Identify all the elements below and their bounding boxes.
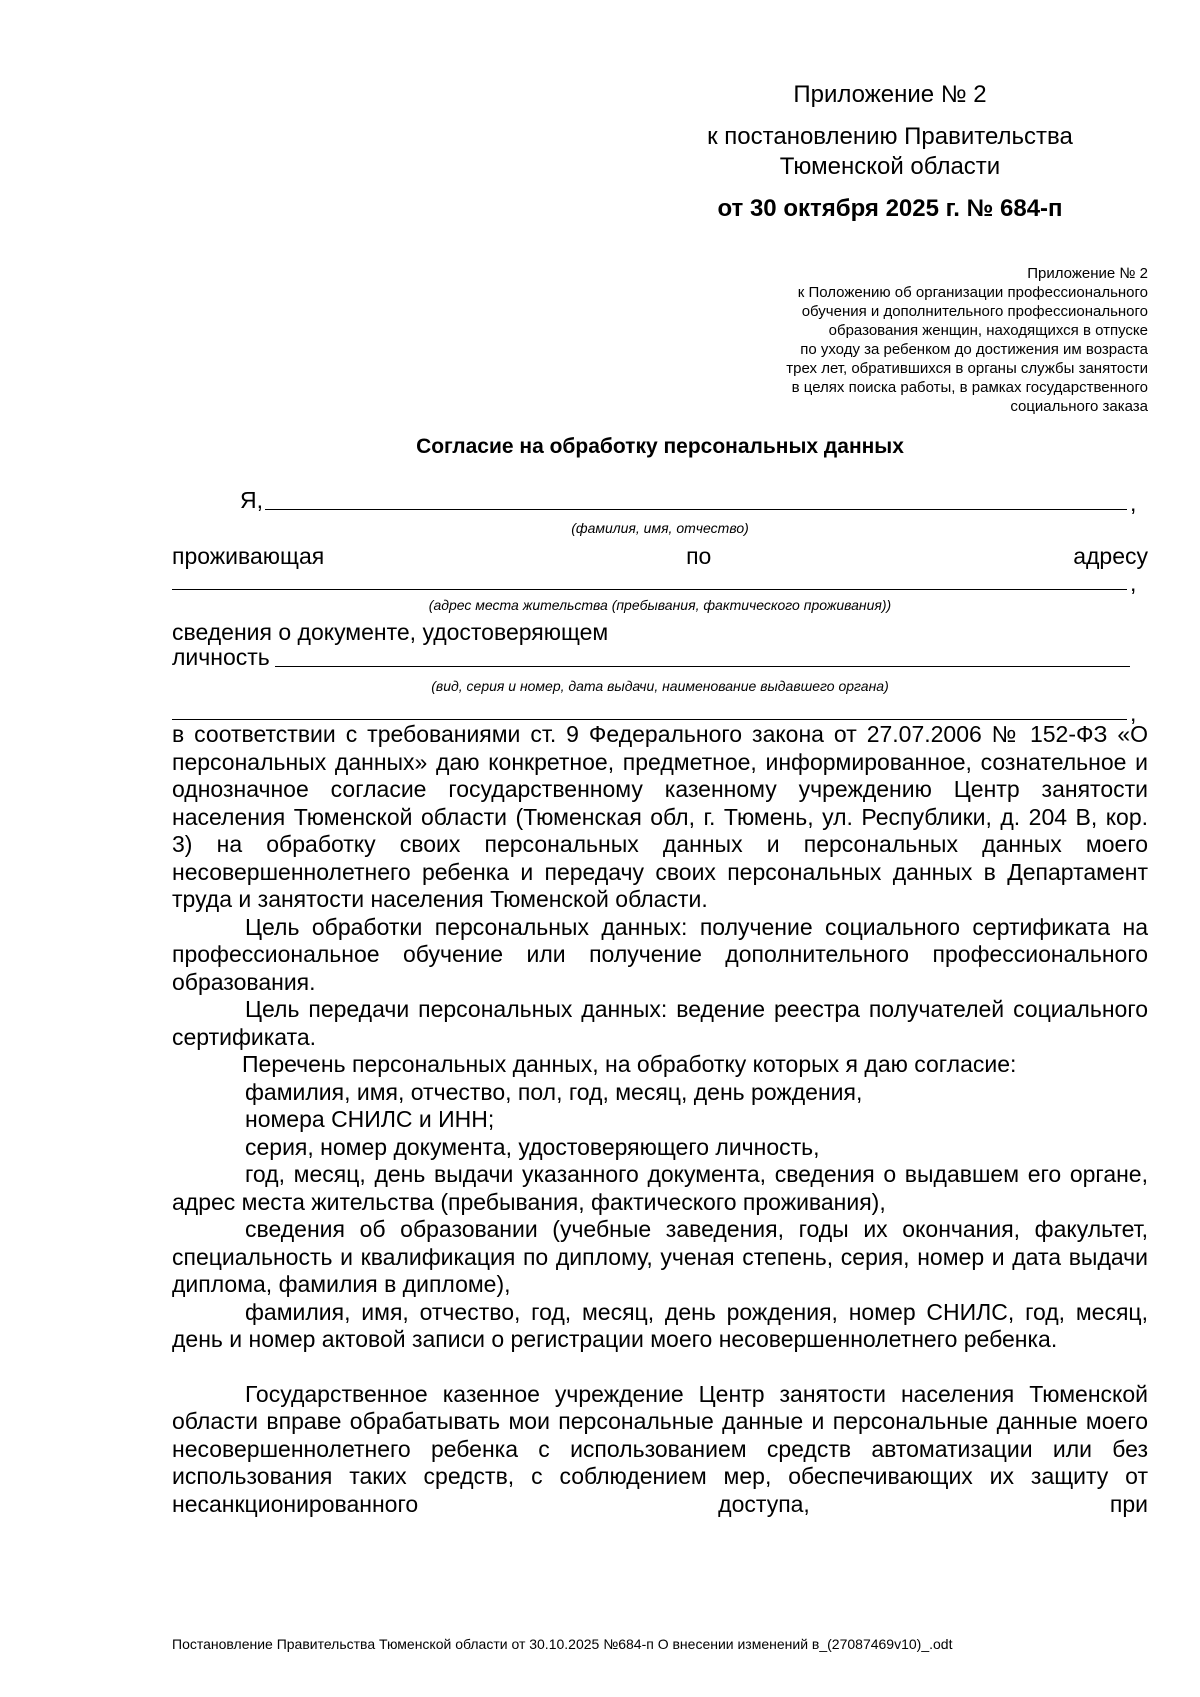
data-list-item: год, месяц, день выдачи указанного документа, сведения о выдавшем его органе, адрес места жительства (пребывания, фактического проживания), <box>172 1161 1148 1215</box>
id-document-field[interactable] <box>275 666 1130 667</box>
purpose-processing: Цель обработки персональных данных: получение социального сертификата на профессиональное обучение или получение дополнительного профессионального образования. <box>172 913 1148 995</box>
fio-comma: , <box>1130 490 1137 516</box>
id-document-comma: , <box>1130 700 1137 726</box>
appendix-label: Приложение № 2 <box>793 81 987 108</box>
resolution-date-number: от 30 октября 2025 г. № 684-п <box>717 195 1063 222</box>
data-list-item: фамилия, имя, отчество, год, месяц, день рождения, номер СНИЛС, год, месяц, день и номер актовой записи о регистрации моего несовершеннолетнего ребенка. <box>172 1298 1148 1352</box>
id-document-label <box>172 620 608 670</box>
address-caption: (адрес места жительства (пребывания, фактического проживания)) <box>428 597 892 613</box>
document-title: Согласие на обработку персональных данных <box>416 435 904 458</box>
sub-header-line: трех лет, обратившихся в органы службы занятости <box>786 360 1148 377</box>
data-list-item: серия, номер документа, удостоверяющего личность, <box>245 1133 820 1160</box>
sub-header-line: образования женщин, находящихся в отпуске <box>828 322 1148 339</box>
sub-header <box>700 264 1148 416</box>
sub-header-line: обучения и дополнительного профессионального <box>801 303 1148 320</box>
data-list-item: сведения об образовании (учебные заведения, годы их окончания, факультет, специальность и квалификация по диплому, ученая степень, серия, номер и дата выдачи диплома, фамилия в дипломе), <box>172 1216 1148 1297</box>
fio-field[interactable] <box>265 509 1127 510</box>
address-word: адресу <box>1073 543 1148 569</box>
purpose-transfer: Цель передачи персональных данных: ведение реестра получателей социального сертификата. <box>172 996 1148 1050</box>
living-word: проживающая <box>172 543 325 569</box>
sub-header-line: в целях поиска работы, в рамках государственного <box>791 379 1148 396</box>
resolution-ref-line2: Тюменской области <box>779 153 1001 180</box>
id-document-caption: (вид, серия и номер, дата выдачи, наименование выдавшего органа) <box>431 678 889 694</box>
id-document-field-continued[interactable] <box>172 719 1127 720</box>
address-field[interactable] <box>172 589 1127 590</box>
living-address-label <box>172 543 1148 570</box>
fio-caption: (фамилия, имя, отчество) <box>571 520 749 536</box>
data-list-item: фамилия, имя, отчество, пол, год, месяц, день рождения, <box>245 1078 863 1105</box>
spacer <box>172 1354 1148 1381</box>
data-list-item: номера СНИЛС и ИНН; <box>245 1106 495 1132</box>
sub-header-line: социального заказа <box>1010 398 1148 415</box>
address-comma: , <box>1130 570 1137 596</box>
po-word: по <box>686 543 712 569</box>
footer-filename: Постановление Правительства Тюменской области от 30.10.2025 №684-п О внесении изменений в_(27087469v10)_.odt <box>172 1636 953 1652</box>
consent-body <box>172 721 1148 1518</box>
sub-header-line: к Положению об организации профессионального <box>797 284 1148 301</box>
resolution-ref-line1: к постановлению Правительства <box>707 123 1073 150</box>
i-label: Я, <box>240 487 263 513</box>
id-document-label-line2: личность <box>172 644 270 670</box>
id-document-label-line1: сведения о документе, удостоверяющем <box>172 619 609 645</box>
consent-paragraph: в соответствии с требованиями ст. 9 Федерального закона от 27.07.2006 № 152-ФЗ «О персональных данных» даю конкретное, предметное, информированное, сознательное и однозначное согласие государственному казенному учреждению Центр занятости населения Тюменской области (Тюменская обл, г. Тюмень, ул. Республики, д. 204 В, кор. 3) на обработку своих персональных данных и персональных данных моего несовершеннолетнего ребенка и передачу своих персональных данных в Департамент труда и занятости населения Тюменской области. <box>172 721 1148 912</box>
sub-header-line: Приложение № 2 <box>1027 265 1148 282</box>
data-list-intro: Перечень персональных данных, на обработку которых я даю согласие: <box>242 1051 1017 1077</box>
sub-header-line: по уходу за ребенком до достижения им возраста <box>800 341 1148 358</box>
processing-rights-paragraph: Государственное казенное учреждение Центр занятости населения Тюменской области вправе обрабатывать мои персональные данные и персональные данные моего несовершеннолетнего ребенка с использованием средств автоматизации или без использования таких средств, с соблюдением мер, обеспечивающих их защиту от несанкционированного доступа, при <box>172 1380 1148 1517</box>
